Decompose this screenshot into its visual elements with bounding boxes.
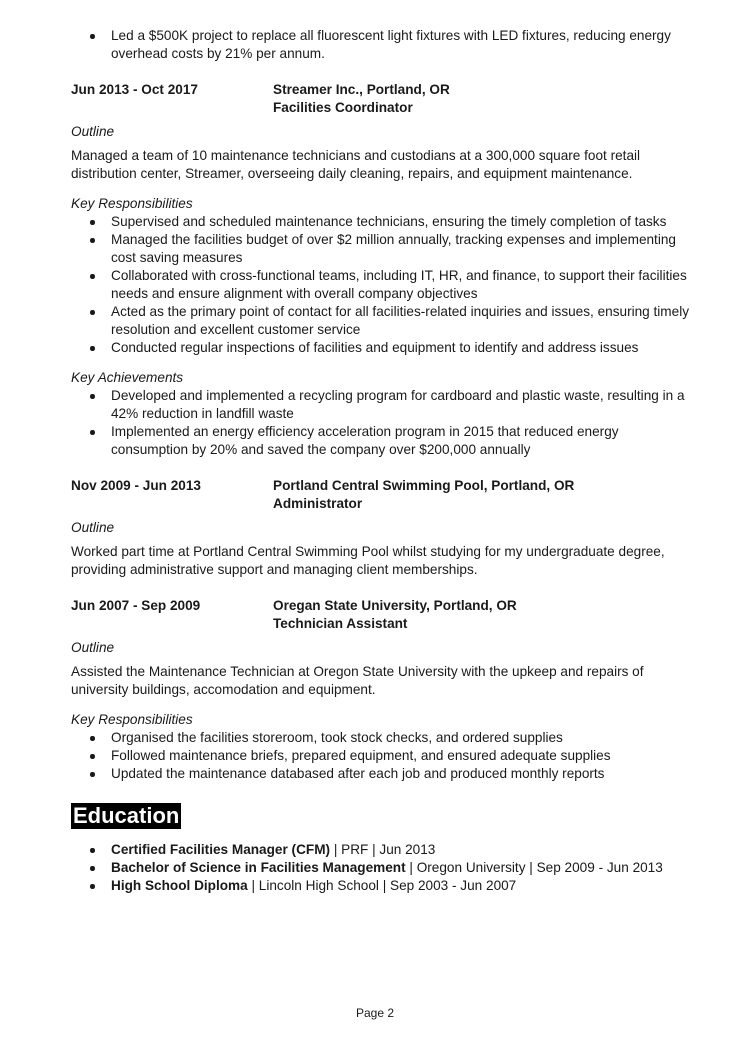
education-detail: | PRF | Jun 2013 [330,842,436,857]
job-role: Technician Assistant [273,616,408,631]
education-detail: | Lincoln High School | Sep 2003 - Jun 2007 [247,878,517,893]
list-item: Conducted regular inspections of facilities and equipment to identify and address issues [71,339,691,357]
job-org-role [273,81,450,117]
list-item: Collaborated with cross-functional teams, including IT, HR, and finance, to support their facilities needs and ensure alignment with overall company objectives [71,267,691,303]
education-degree: Certified Facilities Manager (CFM) [111,842,331,857]
list-item: Acted as the primary point of contact for all facilities-related inquiries and issues, ensuring timely resolution and excellent customer service [71,303,691,339]
list-item [71,841,691,859]
list-item: Developed and implemented a recycling program for cardboard and plastic waste, resulting in a 42% reduction in landfill waste [71,387,691,423]
responsibilities-label: Key Responsibilities [71,712,193,727]
list-item: Supervised and scheduled maintenance technicians, ensuring the timely completion of tasks [71,213,691,231]
responsibilities-list [71,213,691,357]
outline-label: Outline [71,640,115,655]
list-item: Led a $500K project to replace all fluorescent light fixtures with LED fixtures, reducing energy overhead costs by 21% per annum. [71,27,691,63]
job-org: Portland Central Swimming Pool, Portland, OR [273,478,575,493]
job-role: Facilities Coordinator [273,100,413,115]
responsibilities-list [71,729,691,783]
list-item: Followed maintenance briefs, prepared equipment, and ensured adequate supplies [71,747,691,765]
job-org: Oregan State University, Portland, OR [273,598,517,613]
list-item [71,877,691,895]
job-role: Administrator [273,496,363,511]
resume-body [71,27,691,895]
list-item: Managed the facilities budget of over $2 million annually, tracking expenses and implementing cost saving measures [71,231,691,267]
list-item: Implemented an energy efficiency acceleration program in 2015 that reduced energy consumption by 20% and saved the company over $200,000 annually [71,423,691,459]
job-header [71,597,691,633]
job-dates: Jun 2007 - Sep 2009 [71,598,201,613]
education-list [71,841,691,895]
outline-label: Outline [71,124,115,139]
job-dates: Jun 2013 - Oct 2017 [71,82,198,97]
job-swimming-pool [71,477,691,579]
section-title-education: Education [73,803,180,828]
job-org: Streamer Inc., Portland, OR [273,82,450,97]
education-section [71,783,691,895]
job-header [71,477,691,513]
job-dates: Nov 2009 - Jun 2013 [71,478,201,493]
list-item [71,859,691,877]
achievements-label: Key Achievements [71,370,184,385]
job-org-role [273,597,517,633]
achievements-list [71,387,691,459]
job-header [71,81,691,117]
education-detail: | Oregon University | Sep 2009 - Jun 2013 [405,860,663,875]
education-degree: High School Diploma [111,878,248,893]
education-degree: Bachelor of Science in Facilities Management [111,860,406,875]
outline-text: Assisted the Maintenance Technician at Oregon State University with the upkeep and repairs of university buildings, accomodation and equipment. [71,664,644,697]
responsibilities-label: Key Responsibilities [71,196,193,211]
page-number: Page 2 [355,1006,395,1020]
outline-label: Outline [71,520,115,535]
job-state-university [71,597,691,783]
list-item: Organised the facilities storeroom, took stock checks, and ordered supplies [71,729,691,747]
outline-text: Managed a team of 10 maintenance technicians and custodians at a 300,000 square foot retail distribution center, Streamer, overseeing daily cleaning, repairs, and equipment maintenance. [71,148,641,181]
previous-job-achievements [71,27,691,63]
job-org-role [273,477,574,513]
list-item: Updated the maintenance databased after each job and produced monthly reports [71,765,691,783]
job-streamer [71,81,691,459]
outline-text: Worked part time at Portland Central Swimming Pool whilst studying for my undergraduate degree, providing administrative support and managing client memberships. [71,544,665,577]
